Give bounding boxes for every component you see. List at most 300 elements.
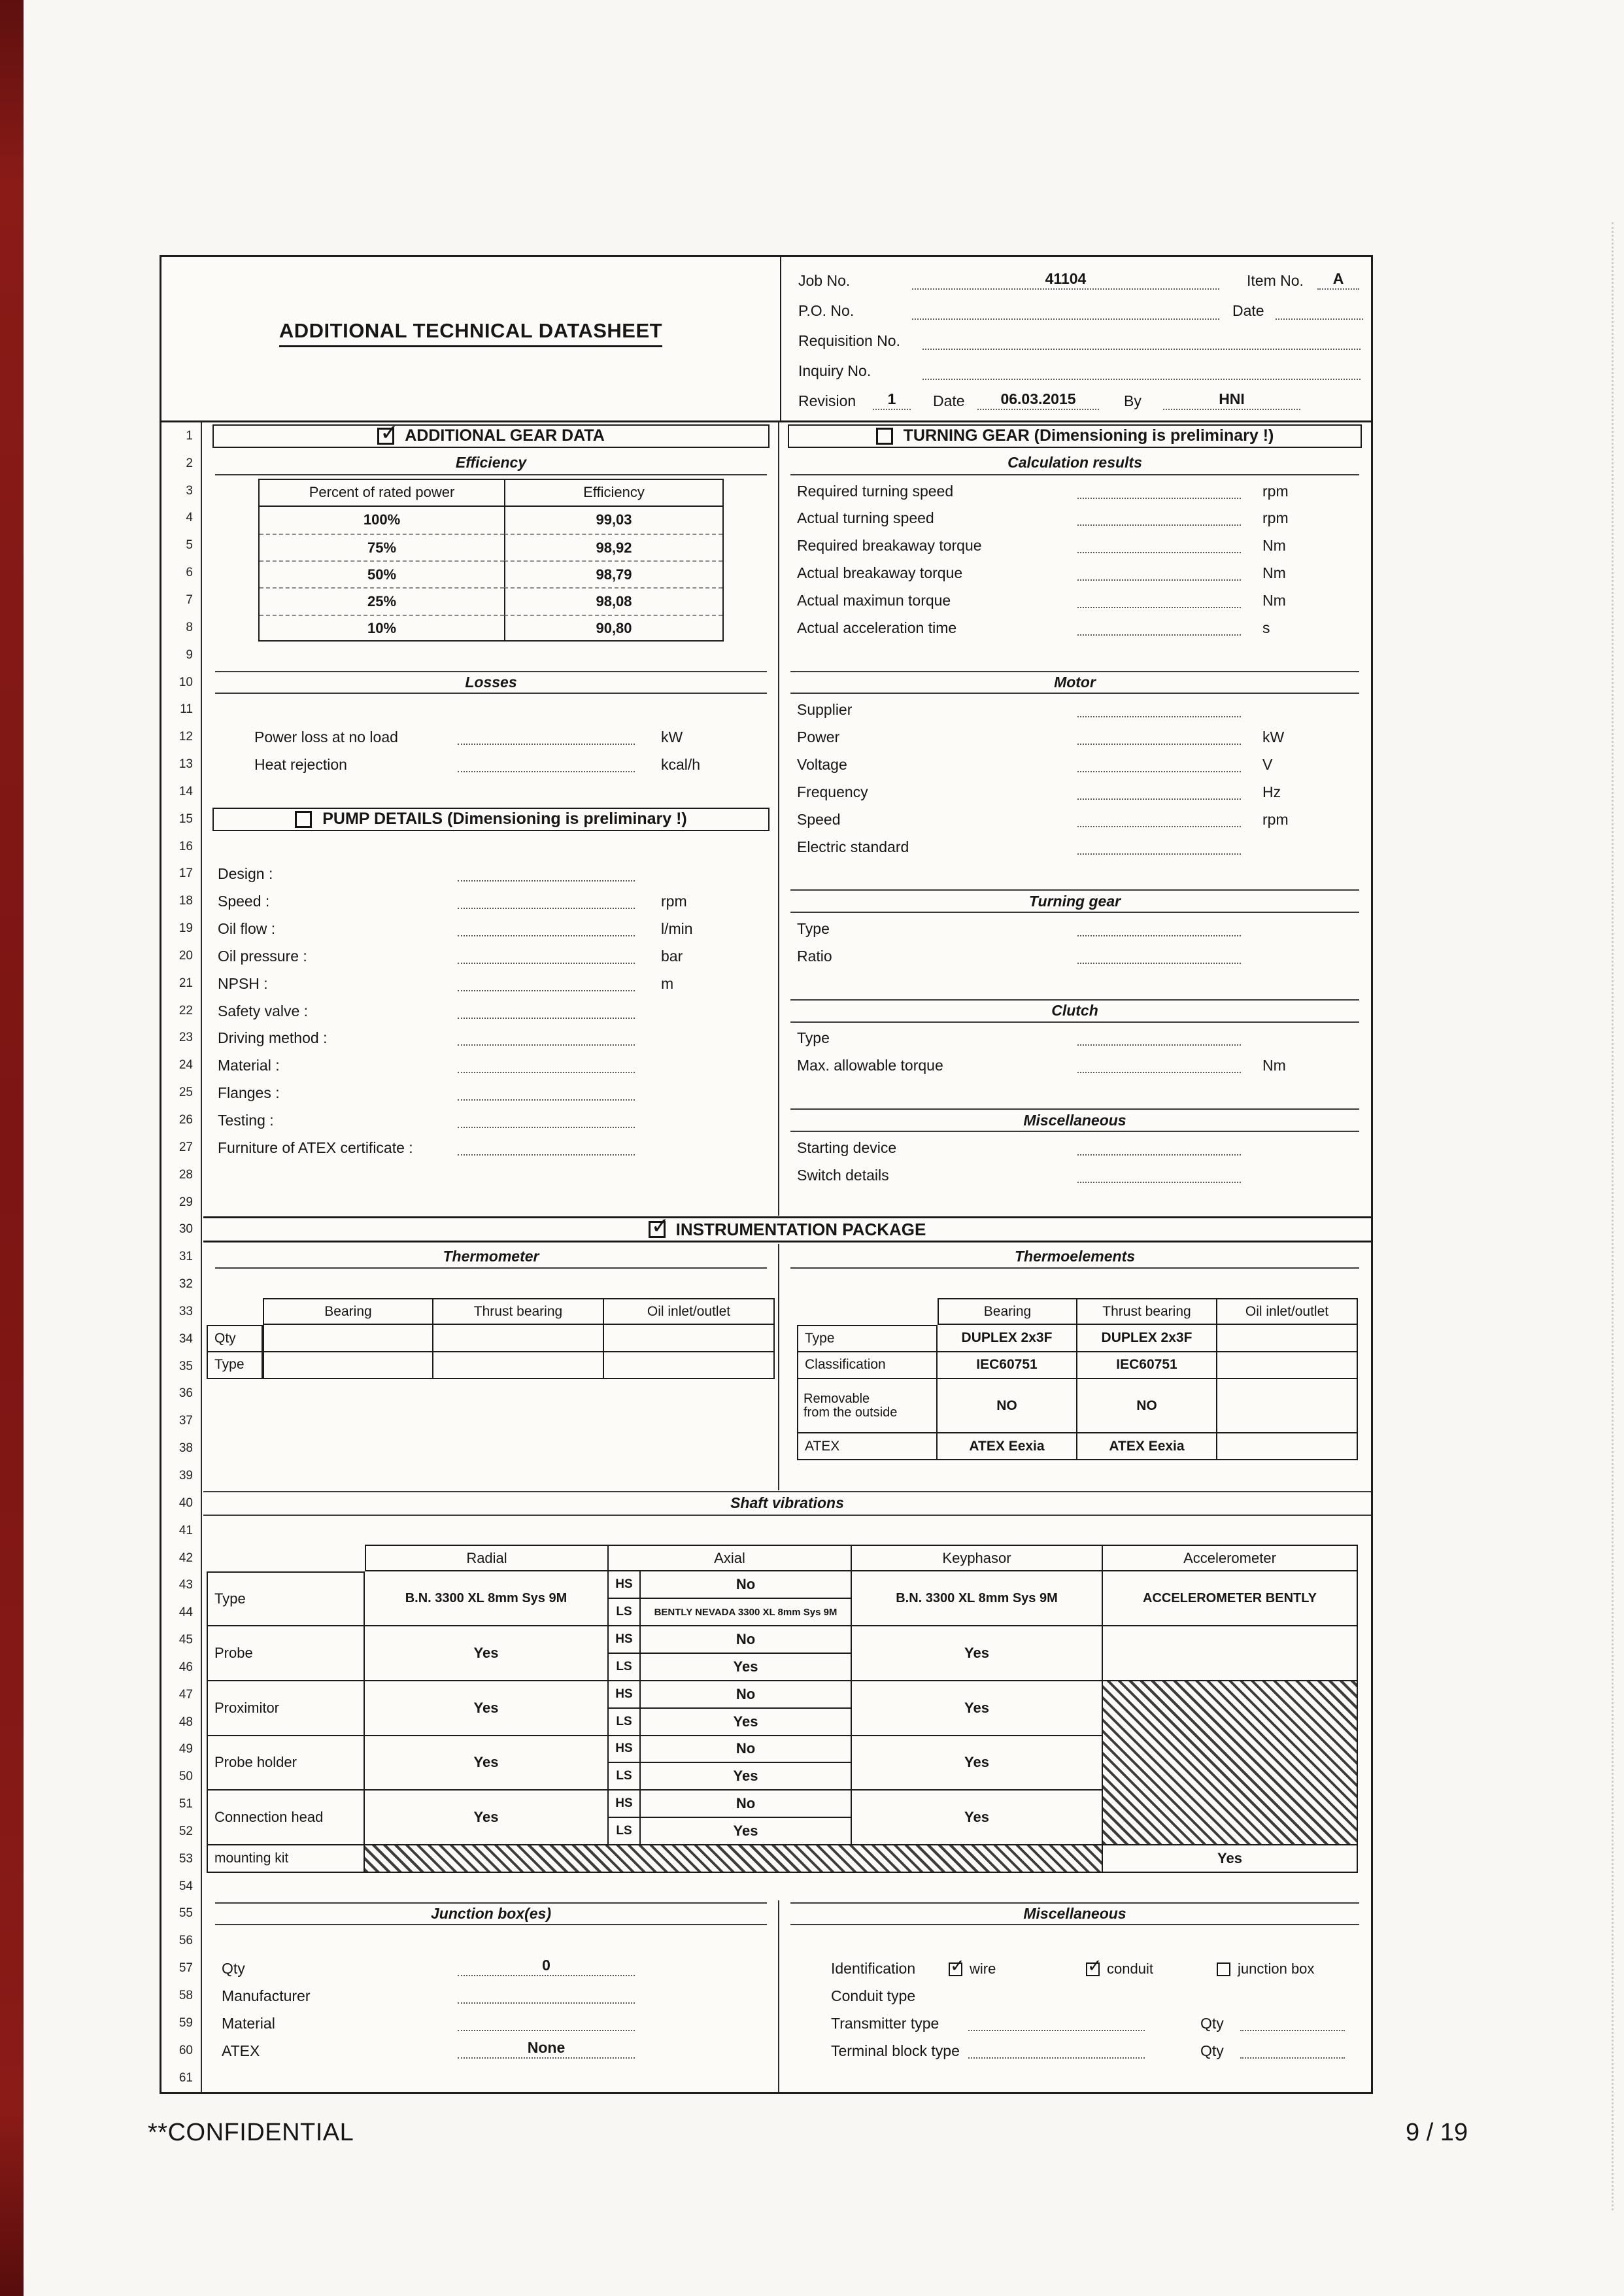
thermoelements-col-header: Thrust bearing xyxy=(1077,1298,1217,1325)
row-number: 42 xyxy=(178,1551,193,1565)
efficiency-cell: 90,80 xyxy=(504,615,722,642)
calculation-results-rows xyxy=(779,477,1371,642)
shaft-cell: No xyxy=(641,1571,852,1599)
field-label: Switch details xyxy=(797,1166,889,1184)
shaft-row-label: Connection head xyxy=(207,1791,365,1845)
item-no-label: Item No. xyxy=(1247,272,1304,289)
empty-cell xyxy=(433,1325,604,1352)
junction-box-checkbox[interactable] xyxy=(1217,1962,1230,1976)
thermoelements-cell xyxy=(1217,1433,1358,1460)
thermoelements-cell: NO xyxy=(1077,1379,1217,1433)
field-label: Heat rejection xyxy=(254,755,347,773)
field-label: Voltage xyxy=(797,755,847,773)
atex-value[interactable]: None xyxy=(458,2039,635,2059)
field-row xyxy=(779,751,1371,778)
shaft-cell: Yes xyxy=(365,1736,609,1791)
row-number: 61 xyxy=(178,2070,193,2085)
job-no-value[interactable]: 41104 xyxy=(912,270,1219,290)
section-additional-gear-data xyxy=(212,420,770,448)
document-title-text: ADDITIONAL TECHNICAL DATASHEET xyxy=(279,319,662,347)
blank-field[interactable] xyxy=(1077,698,1241,717)
unit-label: Nm xyxy=(1262,1057,1286,1074)
po-date-value[interactable] xyxy=(1276,300,1363,320)
shaft-col-header: Radial xyxy=(365,1545,609,1572)
blank-field[interactable] xyxy=(1077,561,1241,581)
shaft-col-header: Axial xyxy=(609,1545,852,1572)
ls-label: LS xyxy=(609,1709,641,1736)
blank-field[interactable] xyxy=(1077,753,1241,772)
field-row xyxy=(203,751,779,778)
shaft-row-label: Probe holder xyxy=(207,1736,365,1791)
row-number: 28 xyxy=(178,1167,193,1182)
row-number: 34 xyxy=(178,1331,193,1346)
blank-field[interactable] xyxy=(968,2039,1145,2059)
row-number: 45 xyxy=(178,1633,193,1647)
blank-field[interactable] xyxy=(1077,917,1241,936)
field-label: Power loss at no load xyxy=(254,728,398,746)
thermometer-row-label: Type xyxy=(207,1352,263,1379)
requisition-label: Requisition No. xyxy=(798,332,900,349)
miscellaneous-bottom-rows xyxy=(779,1955,1371,2064)
row-number: 39 xyxy=(178,1468,193,1482)
junction-box-option xyxy=(1217,1961,1314,1978)
field-row xyxy=(779,1025,1371,1052)
row-number: 4 xyxy=(186,511,193,525)
field-row xyxy=(203,915,779,942)
thermoelements-cell xyxy=(1217,1379,1358,1433)
blank-field[interactable] xyxy=(458,1984,635,2004)
efficiency-cell: 75% xyxy=(260,534,504,560)
blank-field[interactable] xyxy=(1077,1163,1241,1183)
wire-checkbox[interactable] xyxy=(949,1955,965,1976)
field-row xyxy=(203,2010,779,2037)
rev-date-label: Date xyxy=(933,392,965,409)
thermoelements-row-label: ATEX xyxy=(797,1433,938,1460)
shaft-cell: BENTLY NEVADA 3300 XL 8mm Sys 9M xyxy=(641,1599,852,1626)
blank-field[interactable] xyxy=(458,972,635,991)
field-row xyxy=(203,997,779,1025)
blank-field[interactable] xyxy=(458,1081,635,1101)
field-label: Flanges : xyxy=(218,1084,280,1102)
thermoelements-cell: ATEX Eexia xyxy=(1077,1433,1217,1460)
field-row xyxy=(779,587,1371,614)
miscellaneous-rows xyxy=(779,1134,1371,1189)
shaft-cell: Yes xyxy=(852,1626,1103,1681)
blank-field[interactable] xyxy=(458,999,635,1019)
motor-rows xyxy=(779,696,1371,860)
row-number: 43 xyxy=(178,1578,193,1592)
shaft-cell: No xyxy=(641,1626,852,1654)
blank-field[interactable] xyxy=(1077,506,1241,526)
revision-value[interactable]: 1 xyxy=(873,390,911,410)
field-label: Furniture of ATEX certificate : xyxy=(218,1139,413,1156)
unit-label: rpm xyxy=(1262,482,1289,500)
unit-label: rpm xyxy=(661,893,687,910)
unit-label: kcal/h xyxy=(661,755,701,773)
unit-label: l/min xyxy=(661,920,693,938)
requisition-row xyxy=(781,325,1371,355)
row-number: 30 xyxy=(178,1222,193,1237)
blank-field[interactable] xyxy=(458,1136,635,1156)
blank-field[interactable] xyxy=(458,889,635,909)
section-title: INSTRUMENTATION PACKAGE xyxy=(675,1219,926,1239)
field-label: Type xyxy=(797,920,830,938)
title-cell xyxy=(161,257,781,420)
shaft-cell: B.N. 3300 XL 8mm Sys 9M xyxy=(365,1571,609,1626)
row-number: 37 xyxy=(178,1414,193,1428)
thermoelements-cell: DUPLEX 2x3F xyxy=(938,1325,1077,1352)
unit-label: Hz xyxy=(1262,783,1281,800)
row-number: 13 xyxy=(178,757,193,772)
shaft-row-label: Probe xyxy=(207,1626,365,1681)
pump-details-checkbox[interactable] xyxy=(295,811,312,828)
conduit-type-label: Conduit type xyxy=(831,1987,916,2004)
section-turning-gear xyxy=(788,424,1362,448)
thermometer-col-header: Oil inlet/outlet xyxy=(604,1298,775,1325)
unit-label: V xyxy=(1262,755,1273,773)
row-number: 5 xyxy=(186,538,193,553)
thermometer-col-header: Bearing xyxy=(263,1298,433,1325)
field-row xyxy=(203,1025,779,1052)
row-number: 8 xyxy=(186,620,193,634)
conduit-label: conduit xyxy=(1107,1961,1153,1978)
field-row xyxy=(203,1982,779,2010)
field-row xyxy=(203,723,779,751)
efficiency-cell: 98,08 xyxy=(504,587,722,614)
hatched-area xyxy=(365,1845,1103,1873)
gear-data-checkbox[interactable] xyxy=(377,420,399,445)
unit-label: Nm xyxy=(1262,591,1286,609)
field-row xyxy=(779,477,1371,505)
row-number: 6 xyxy=(186,566,193,580)
shaft-col-header: Keyphasor xyxy=(852,1545,1103,1572)
shaft-cell: Yes xyxy=(365,1791,609,1845)
thermometer-col-header: Thrust bearing xyxy=(433,1298,604,1325)
row-number: 51 xyxy=(178,1797,193,1811)
blank-field[interactable] xyxy=(968,2012,1145,2031)
empty-cell xyxy=(433,1352,604,1379)
check-mark-icon: ✓ xyxy=(1087,1955,1102,1976)
blank-field[interactable] xyxy=(1077,835,1241,855)
blank-field[interactable] xyxy=(458,917,635,936)
form-body-content xyxy=(203,422,1371,2092)
field-row xyxy=(203,887,779,915)
turning-gear-rows xyxy=(779,915,1371,970)
qty-label: Qty xyxy=(1200,2042,1224,2059)
row-number: 17 xyxy=(178,866,193,881)
row-number: 40 xyxy=(178,1496,193,1510)
thermoelements-cell: DUPLEX 2x3F xyxy=(1077,1325,1217,1352)
scan-edge-artifact xyxy=(1612,222,1614,2210)
row-number: 60 xyxy=(178,2043,193,2057)
check-mark-icon: ✓ xyxy=(380,420,399,445)
pump-details-rows xyxy=(203,861,779,1161)
page-number: 9 / 19 xyxy=(1406,2119,1468,2146)
shaft-cell: Yes xyxy=(641,1654,852,1681)
field-label: ATEX xyxy=(222,2042,260,2059)
blank-field[interactable] xyxy=(458,944,635,964)
row-number: 11 xyxy=(180,702,193,717)
row-number: 16 xyxy=(178,839,193,853)
shaft-cell: Yes xyxy=(641,1763,852,1791)
field-row xyxy=(203,942,779,970)
conduit-type-row xyxy=(779,1982,1371,2010)
field-row xyxy=(779,1161,1371,1189)
unit-label: rpm xyxy=(1262,509,1289,527)
turning-gear-checkbox[interactable] xyxy=(876,428,893,445)
transmitter-label: Transmitter type xyxy=(831,2014,939,2032)
identification-row xyxy=(779,1955,1371,1982)
identification-label: Identification xyxy=(831,1960,916,1978)
row-number: 58 xyxy=(178,1989,193,2003)
row-number: 50 xyxy=(178,1770,193,1784)
row-number: 12 xyxy=(178,730,193,744)
empty-cell xyxy=(1103,1626,1358,1681)
inquiry-value[interactable] xyxy=(922,360,1361,380)
calculation-results-header: Calculation results xyxy=(790,452,1359,475)
blank-field[interactable] xyxy=(458,1108,635,1128)
blank-field[interactable] xyxy=(1077,616,1241,636)
blank-field[interactable] xyxy=(1077,479,1241,499)
row-number: 44 xyxy=(178,1605,193,1620)
job-info-cell xyxy=(781,257,1371,420)
ls-label: LS xyxy=(609,1818,641,1845)
row-number: 38 xyxy=(178,1441,193,1456)
po-no-label: P.O. No. xyxy=(798,302,854,319)
inquiry-label: Inquiry No. xyxy=(798,362,871,379)
blank-field[interactable] xyxy=(458,1026,635,1046)
field-row xyxy=(779,614,1371,642)
shaft-row-label: Proximitor xyxy=(207,1681,365,1736)
thermoelements-cell: IEC60751 xyxy=(1077,1352,1217,1379)
field-label: Actual acceleration time xyxy=(797,619,957,636)
row-number: 49 xyxy=(178,1742,193,1756)
field-row xyxy=(779,833,1371,861)
check-mark-icon: ✓ xyxy=(950,1955,965,1976)
empty-cell xyxy=(263,1325,433,1352)
blank-field[interactable] xyxy=(458,753,635,772)
field-row xyxy=(779,1134,1371,1161)
field-label: Safety valve : xyxy=(218,1002,309,1019)
row-number: 14 xyxy=(178,784,193,798)
scan-binding-strip xyxy=(0,0,24,2296)
field-label: Testing : xyxy=(218,1111,274,1129)
row-number: 10 xyxy=(178,675,193,689)
efficiency-header: Efficiency xyxy=(215,452,767,475)
row-number: 35 xyxy=(178,1359,193,1373)
blank-field[interactable] xyxy=(1077,1026,1241,1046)
efficiency-cell: 10% xyxy=(260,615,504,642)
shaft-cell: Yes xyxy=(852,1791,1103,1845)
field-label: Actual turning speed xyxy=(797,509,934,527)
confidential-footer: **CONFIDENTIAL xyxy=(148,2119,354,2146)
row-number: 27 xyxy=(178,1140,193,1154)
column-divider xyxy=(778,1244,779,1490)
thermoelements-row-label: Removable from the outside xyxy=(797,1379,938,1433)
revision-row xyxy=(781,385,1371,415)
conduit-option xyxy=(1086,1955,1153,1978)
section-title: PUMP DETAILS (Dimensioning is preliminary !) xyxy=(322,810,687,829)
section-instrumentation-package xyxy=(203,1216,1371,1242)
terminal-block-row xyxy=(779,2037,1371,2065)
instrumentation-checkbox[interactable] xyxy=(649,1214,670,1239)
shaft-row-label: Type xyxy=(207,1571,365,1626)
shaft-cell: No xyxy=(641,1681,852,1709)
item-no-value[interactable]: A xyxy=(1317,270,1359,290)
thermometer-header: Thermometer xyxy=(215,1245,767,1269)
blank-field[interactable] xyxy=(1240,2039,1345,2059)
po-no-value[interactable] xyxy=(912,300,1219,320)
losses-rows xyxy=(203,723,779,778)
field-row xyxy=(203,1955,779,1982)
junction-boxes-header: Junction box(es) xyxy=(215,1902,767,1926)
job-no-row xyxy=(781,265,1371,295)
field-label: Starting device xyxy=(797,1139,897,1156)
row-number: 3 xyxy=(186,483,193,498)
unit-label: s xyxy=(1262,619,1270,636)
motor-header: Motor xyxy=(790,671,1359,694)
field-label: Required breakaway torque xyxy=(797,537,982,555)
row-number: 22 xyxy=(178,1003,193,1018)
section-pump-details xyxy=(212,808,770,831)
terminal-block-label: Terminal block type xyxy=(831,2042,960,2059)
field-label: Oil flow : xyxy=(218,920,276,938)
blank-field[interactable] xyxy=(1077,1054,1241,1073)
field-row xyxy=(203,1134,779,1161)
blank-field[interactable] xyxy=(1077,780,1241,800)
junction-box-rows xyxy=(203,1955,779,2064)
empty-cell xyxy=(604,1325,775,1352)
inquiry-row xyxy=(781,355,1371,385)
miscellaneous-bottom-header: Miscellaneous xyxy=(790,1902,1359,1926)
job-no-label: Job No. xyxy=(798,272,851,289)
ls-label: LS xyxy=(609,1763,641,1791)
row-number: 7 xyxy=(186,592,193,607)
thermoelements-cell: IEC60751 xyxy=(938,1352,1077,1379)
field-label: Driving method : xyxy=(218,1029,328,1047)
blank-field[interactable] xyxy=(458,1054,635,1073)
blank-field[interactable] xyxy=(1077,1136,1241,1156)
conduit-checkbox[interactable] xyxy=(1086,1955,1102,1976)
blank-field[interactable] xyxy=(1077,808,1241,827)
efficiency-cell: 50% xyxy=(260,560,504,587)
field-row xyxy=(779,1052,1371,1079)
requisition-value[interactable] xyxy=(922,330,1361,350)
field-label: Supplier xyxy=(797,701,853,719)
field-label: Material : xyxy=(218,1057,280,1074)
unit-label: rpm xyxy=(1262,810,1289,828)
unit-label: kW xyxy=(1262,728,1285,746)
clutch-rows xyxy=(779,1025,1371,1080)
row-number: 21 xyxy=(178,976,193,990)
qty-value[interactable]: 0 xyxy=(458,1957,635,1976)
row-number: 18 xyxy=(178,894,193,908)
by-value[interactable]: HNI xyxy=(1163,390,1300,410)
clutch-header: Clutch xyxy=(790,999,1359,1023)
field-row xyxy=(203,1106,779,1134)
shaft-col-header: Accelerometer xyxy=(1103,1545,1358,1572)
junction-box-label: junction box xyxy=(1238,1961,1315,1978)
transmitter-row xyxy=(779,2010,1371,2037)
thermoelements-cell: ATEX Eexia xyxy=(938,1433,1077,1460)
ls-label: LS xyxy=(609,1599,641,1626)
row-number: 53 xyxy=(178,1851,193,1866)
shaft-cell: Yes xyxy=(365,1626,609,1681)
blank-field[interactable] xyxy=(1077,944,1241,964)
field-row xyxy=(203,970,779,997)
field-label: Design : xyxy=(218,865,273,883)
field-label: Speed : xyxy=(218,893,270,910)
row-number: 54 xyxy=(178,1879,193,1893)
wire-label: wire xyxy=(970,1961,996,1978)
field-label: Frequency xyxy=(797,783,868,800)
blank-field[interactable] xyxy=(1240,2012,1345,2031)
field-row xyxy=(779,723,1371,751)
field-row xyxy=(779,532,1371,559)
field-row xyxy=(779,915,1371,942)
row-number: 55 xyxy=(178,1906,193,1921)
shaft-cell: No xyxy=(641,1791,852,1818)
row-number: 36 xyxy=(178,1386,193,1401)
row-number: 1 xyxy=(186,428,193,443)
thermoelements-table xyxy=(797,1298,1358,1462)
qty-label: Qty xyxy=(1200,2014,1224,2032)
unit-label: Nm xyxy=(1262,537,1286,555)
field-label: Oil pressure : xyxy=(218,947,307,965)
blank-field[interactable] xyxy=(458,725,635,745)
shaft-cell: Yes xyxy=(852,1736,1103,1791)
thermometer-table xyxy=(207,1298,775,1380)
field-label: Actual breakaway torque xyxy=(797,564,963,582)
shaft-cell: No xyxy=(641,1736,852,1764)
row-number: 52 xyxy=(178,1824,193,1838)
thermometer-row-label: Qty xyxy=(207,1325,263,1352)
hatched-area xyxy=(1103,1681,1358,1845)
efficiency-cell: 98,92 xyxy=(504,534,722,560)
row-number: 25 xyxy=(178,1086,193,1100)
efficiency-col-header: Efficiency xyxy=(504,480,722,507)
row-number: 46 xyxy=(178,1660,193,1674)
unit-label: Nm xyxy=(1262,564,1286,582)
blank-field[interactable] xyxy=(458,862,635,882)
hs-label: HS xyxy=(609,1791,641,1818)
blank-field[interactable] xyxy=(1077,725,1241,745)
empty-cell xyxy=(263,1352,433,1379)
blank-field[interactable] xyxy=(1077,534,1241,553)
datasheet-form xyxy=(160,255,1373,2094)
empty-cell xyxy=(604,1352,775,1379)
losses-header: Losses xyxy=(215,671,767,694)
field-label: Qty xyxy=(222,1960,245,1978)
row-number: 32 xyxy=(178,1277,193,1292)
row-number: 2 xyxy=(186,456,193,470)
form-body xyxy=(161,422,1371,2092)
thermoelements-cell xyxy=(1217,1352,1358,1379)
blank-field[interactable] xyxy=(458,2012,635,2031)
rev-date-value[interactable]: 06.03.2015 xyxy=(977,390,1099,410)
thermoelements-header: Thermoelements xyxy=(790,1245,1359,1269)
blank-field[interactable] xyxy=(1077,589,1241,608)
efficiency-col-header: Percent of rated power xyxy=(260,480,504,507)
row-number: 31 xyxy=(178,1250,193,1264)
field-label: Actual maximun torque xyxy=(797,591,951,609)
shaft-cell: ACCELEROMETER BENTLY xyxy=(1103,1571,1358,1626)
field-label: Max. allowable torque xyxy=(797,1057,943,1074)
field-label: Power xyxy=(797,728,840,746)
row-number: 59 xyxy=(178,2015,193,2030)
field-label: Material xyxy=(222,2014,275,2032)
row-number: 15 xyxy=(178,812,193,826)
